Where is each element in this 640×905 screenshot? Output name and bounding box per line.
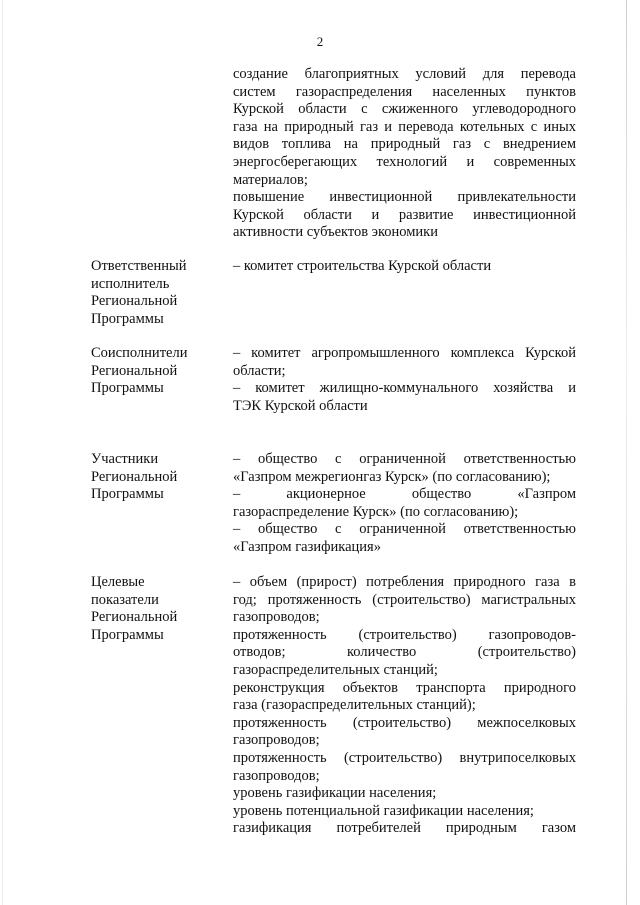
value-line: – комитет строительства Курской области [233, 258, 492, 274]
label-line: Региональной [91, 468, 178, 485]
label-line: Программы [91, 380, 164, 397]
value-line: газификация потребителей природным газом [233, 820, 576, 837]
label-line: Соисполнители [91, 345, 188, 361]
intro-line: энергосберегающих технологий и современных [233, 153, 576, 170]
value-line: – комитет агропромышленного комплекса Курской [233, 345, 576, 361]
intro-line: создание благоприятных условий для перевода [233, 66, 576, 82]
section-label-co-executors [91, 345, 216, 398]
label-line: Программы [91, 310, 164, 327]
label-line: Региональной [91, 609, 178, 626]
section-value-target-indicators [233, 574, 576, 838]
page-number: 2 [316, 34, 324, 49]
intro-line: видов топлива на природный газ с внедрением [233, 136, 576, 153]
value-line: газа (газораспределительных станций); [233, 697, 476, 714]
value-line: области; [233, 362, 286, 379]
intro-line: материалов; [233, 171, 308, 188]
label-line: Программы [91, 626, 164, 643]
label-line: Региональной [91, 362, 178, 379]
value-line: газораспределительных станций; [233, 661, 438, 678]
value-line: реконструкция объектов транспорта природного [233, 679, 576, 696]
value-line: – объем (прирост) потребления природного газа в [233, 574, 576, 590]
label-line: Участники [91, 451, 159, 467]
value-line: год; протяженность (строительство) магистральных [233, 591, 576, 608]
value-line: отводов; количество (строительство) [233, 644, 576, 661]
intro-line: активности субъектов экономики [233, 224, 438, 241]
label-line: Программы [91, 486, 164, 503]
value-line: газопроводов; [233, 767, 320, 784]
label-line: Региональной [91, 293, 178, 310]
section-label-responsible [91, 258, 216, 328]
intro-line: повышение инвестиционной привлекательности [233, 189, 576, 206]
value-line: уровень потенциальной газификации населения; [233, 802, 534, 819]
value-line: – общество с ограниченной ответственностью [233, 451, 576, 467]
value-line: протяженность (строительство) газопроводов- [233, 626, 576, 643]
label-line: Ответственный [91, 258, 187, 274]
scan-edge-right [626, 0, 627, 905]
intro-line: Курской области с сжиженного углеводородного [233, 101, 576, 118]
value-line: уровень газификации населения; [233, 785, 437, 802]
value-line: газопроводов; [233, 609, 320, 626]
intro-text [233, 66, 576, 242]
section-label-target-indicators [91, 574, 216, 644]
value-line: – общество с ограниченной ответственностью [233, 521, 576, 538]
value-line: газопроводов; [233, 732, 320, 749]
scan-edge-left [2, 0, 3, 905]
value-line: «Газпром газификация» [233, 538, 381, 555]
label-line: Целевые [91, 574, 145, 590]
value-line: протяженность (строительство) межпоселковых [233, 714, 576, 731]
intro-line: газа на природный газ и перевода котельных с иных [233, 118, 576, 135]
value-line: «Газпром межрегионгаз Курск» (по согласованию); [233, 468, 551, 485]
intro-line: систем газораспределения населенных пунктов [233, 83, 576, 100]
intro-line: Курской области и развитие инвестиционной [233, 206, 576, 223]
label-line: показатели [91, 591, 159, 608]
value-line: газораспределение Курск» (по согласованию); [233, 503, 519, 520]
section-label-participants [91, 451, 216, 504]
value-line: ТЭК Курской области [233, 397, 368, 414]
value-line: протяженность (строительство) внутрипоселковых [233, 749, 576, 766]
section-value-participants [233, 451, 576, 557]
label-line: исполнитель [91, 275, 170, 292]
value-line: – акционерное общество «Газпром [233, 486, 576, 503]
section-value-co-executors [233, 345, 576, 415]
value-line: – комитет жилищно-коммунального хозяйства и [233, 380, 576, 397]
section-value-responsible [233, 258, 576, 276]
